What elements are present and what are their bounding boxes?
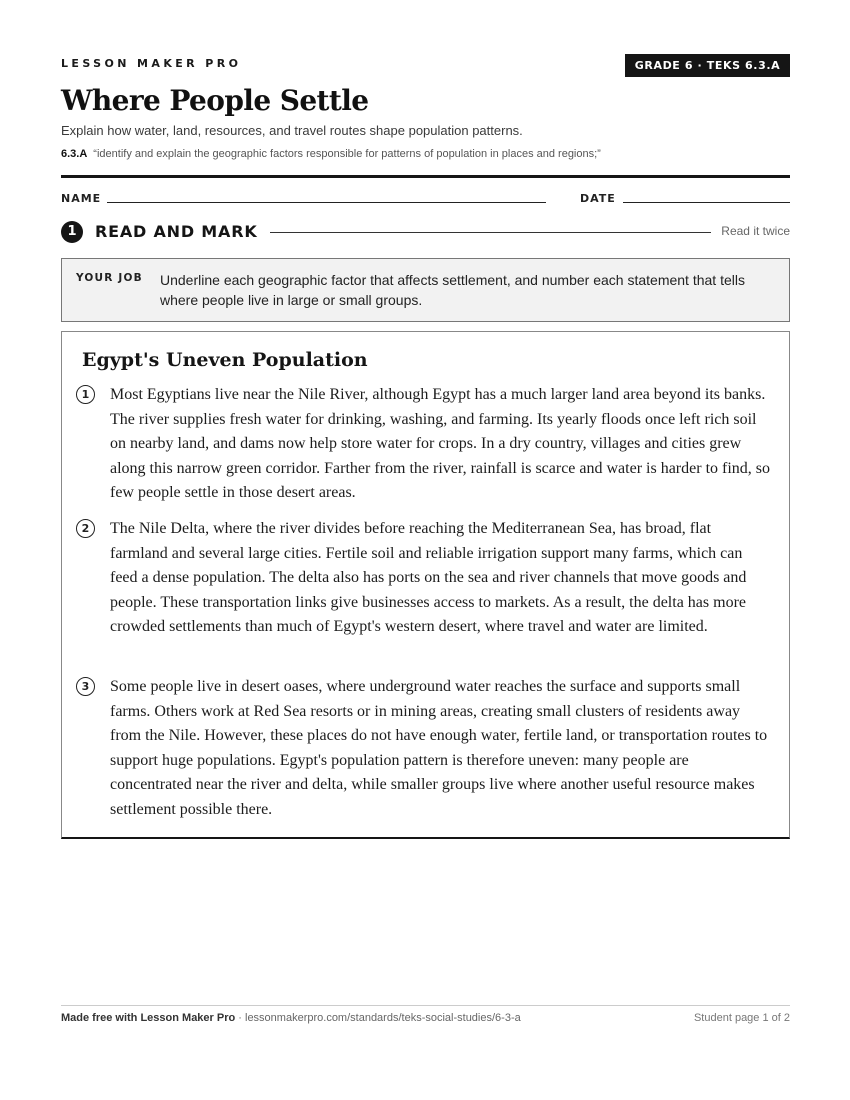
instructions-text: Underline each geographic factor that affects settlement, and number each statement that tells where people live in large or small groups. (160, 272, 745, 308)
footer-separator: · (235, 1012, 245, 1024)
section-number-badge: 1 (61, 221, 83, 243)
passage-title: Egypt's Uneven Population (82, 349, 368, 371)
paragraph-number-badge: 1 (76, 385, 95, 404)
paragraph-number-badge: 2 (76, 519, 95, 538)
footer-divider (61, 1005, 790, 1006)
section-note: Read it twice (721, 224, 790, 238)
name-field[interactable] (107, 202, 546, 203)
paragraph-text: The Nile Delta, where the river divides before reaching the Mediterranean Sea, has broad, flat farmland and several large cities. Fertile soil and reliable irrigation support many farms, which can feed a dense population. The delta also has ports on the sea and river channels that move goods and people. These transportation links give businesses access to markets. As a result, the delta has more crowded settlements than much of Egypt's western desert, where travel and water are limited. (110, 520, 747, 635)
paragraph-number-badge: 3 (76, 677, 95, 696)
instructions-box (61, 258, 790, 322)
footer-url-link[interactable]: lessonmakerpro.com/standards/teks-social-studies/6-3-a (245, 1012, 521, 1024)
section-title: READ AND MARK (95, 222, 258, 241)
standard-text: “identify and explain the geographic factors responsible for patterns of population in places and regions;” (93, 148, 601, 160)
footer-credit-line (61, 1012, 521, 1024)
instructions-label: YOUR JOB (76, 272, 143, 284)
date-field[interactable] (623, 202, 790, 203)
standard-code: 6.3.A (61, 148, 88, 160)
name-label: NAME (61, 192, 102, 205)
grade-badge: GRADE 6 · TEKS 6.3.A (625, 54, 790, 77)
paragraph-text: Some people live in desert oases, where underground water reaches the surface and supports small farms. Others work at Red Sea resorts or in mining areas, creating small clusters of residents away from the Nile. However, these places do not have enough water, fertile land, or transportation routes to support huge populations. Egypt's population pattern is therefore uneven: many people are concentrated near the river and delta, while smaller groups live where another useful resource makes settlement possible there. (110, 678, 768, 818)
page-indicator: Student page 1 of 2 (693, 1012, 790, 1024)
header-divider (61, 175, 790, 178)
standard-line (61, 148, 601, 160)
reading-passage (61, 331, 790, 839)
section-divider (270, 232, 711, 233)
page-subtitle: Explain how water, land, resources, and travel routes shape population patterns. (61, 123, 523, 138)
brand-name: LESSON MAKER PRO (61, 57, 242, 70)
footer-credit: Made free with Lesson Maker Pro (61, 1012, 236, 1024)
date-label: DATE (580, 192, 616, 205)
paragraph-text: Most Egyptians live near the Nile River, although Egypt has a much larger land area beyond its banks. The river supplies fresh water for drinking, washing, and farming. Its yearly floods once left rich soil on nearby land, and dams now help store water for crops. In a dry country, villages and cities grew along this narrow green corridor. Farther from the river, rainfall is scarce and water is harder to find, so few people settle in those desert areas. (110, 386, 771, 501)
page-title: Where People Settle (61, 84, 369, 117)
